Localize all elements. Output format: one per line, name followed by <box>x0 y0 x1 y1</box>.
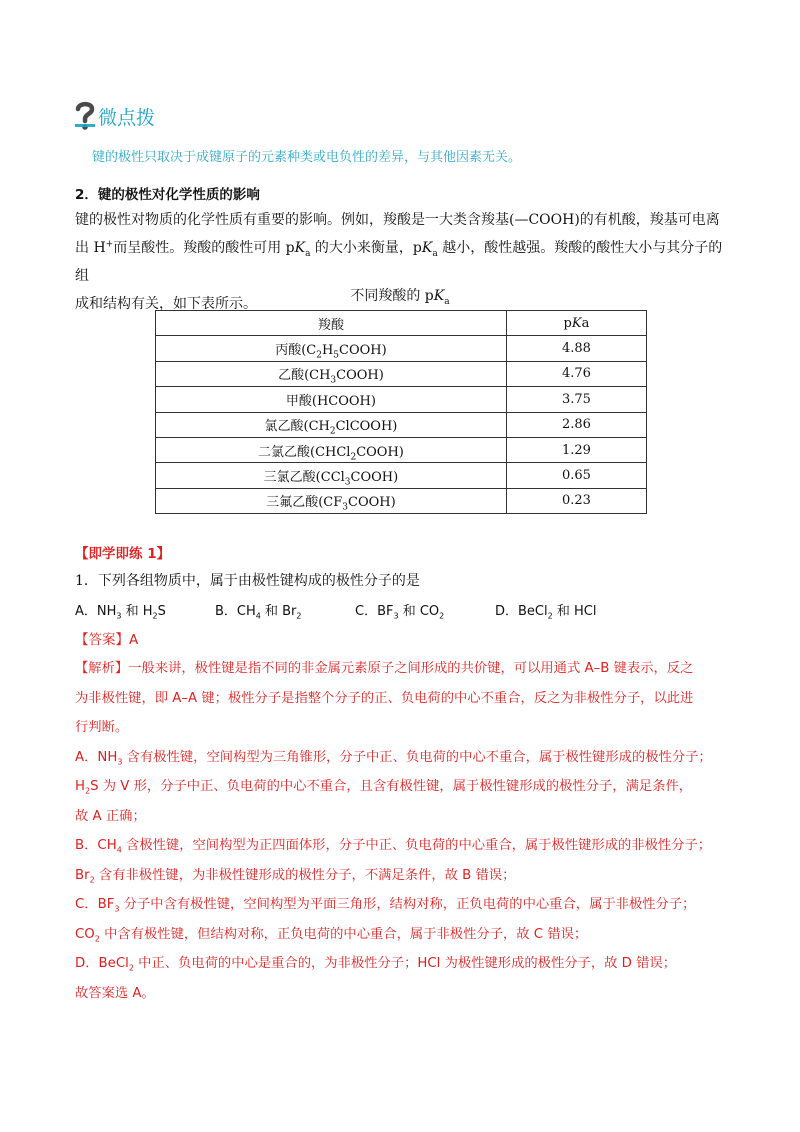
options-row <box>75 600 596 619</box>
tip-text: 键的极性只取决于成键原子的元素种类或电负性的差异，与其他因素无关。 <box>92 150 522 165</box>
explanation-line: 故 A 正确； <box>75 808 146 824</box>
option-c[interactable]: C．$BF_3$ 和 $CO_2$ <box>355 604 445 621</box>
table-row <box>156 488 647 513</box>
pka-value: 0.23 <box>506 488 646 513</box>
tip-header <box>74 98 155 130</box>
explanation-line: 【解析】一般来讲，极性键是指不同的非金属元素原子之间形成的共价键，可以用通式 A–B 键表示，反之 <box>75 661 694 676</box>
table-row <box>156 361 647 386</box>
explanation-line: $Br_2$ 含有非极性键，为非极性键形成的极性分子，不满足条件，故 B 错误； <box>75 867 516 885</box>
practice-title: 【即学即练 1】 <box>75 546 171 562</box>
table-row <box>156 387 647 412</box>
pka-value: 1.29 <box>506 437 646 462</box>
pka-table <box>155 310 647 514</box>
question-text: 1．下列各组物质中，属于由极性键构成的极性分子的是 <box>75 573 420 589</box>
acid-name: 三氯乙酸(CCl$_3$COOH) <box>156 463 507 488</box>
option-b[interactable]: B．$CH_4$ 和 $Br_2$ <box>215 604 302 621</box>
explanation-line: $H_2S$ 为 V 形，分子中正、负电荷的中心不重合，且含有极性键，属于极性键形成的极性分子，满足条件， <box>75 779 693 796</box>
pka-value: 4.88 <box>506 336 646 361</box>
table-caption: 不同羧酸的 $pK_a$ <box>350 288 450 307</box>
explanation-line: C．$BF_3$ 分子中含有极性键，空间构型为平面三角形，结构对称，正负电荷的中心重合，属于非极性分子； <box>75 897 696 914</box>
explanation-line: $CO_2$ 中含有极性键，但结构对称，正负电荷的中心重合，属于非极性分子，故 C 错误； <box>75 926 588 944</box>
explanation-line: A．$NH_3$ 含有极性键，空间构型为三角锥形，分子中正、负电荷的中心不重合，属于极性键形成的极性分子； <box>75 749 712 767</box>
option-d[interactable]: D．BeCl$_2$ 和 HCl <box>495 604 597 621</box>
table-row <box>156 336 647 361</box>
acid-name: 乙酸$(CH_3COOH)$ <box>156 361 507 386</box>
acid-name: 甲酸(HCOOH) <box>156 387 507 412</box>
explanation-line: 故答案选 A。 <box>75 985 155 1001</box>
table-header-row <box>156 311 647 336</box>
question-mark-icon <box>74 100 96 130</box>
option-a[interactable]: A．$NH_3$ 和 $H_2S$ <box>75 604 166 621</box>
explanation-line: B．$CH_4$ 含极性键，空间构型为正四面体形，分子中正、负电荷的中心重合，属于极性键形成的非极性分子； <box>75 838 712 855</box>
header-pka: pKa <box>506 311 646 336</box>
acid-name: 丙酸$(C_2H_5COOH)$ <box>156 336 507 361</box>
table-row <box>156 463 647 488</box>
section-title: 2．键的极性对化学性质的影响 <box>75 187 260 203</box>
tip-title: 微点拨 <box>98 107 156 129</box>
explanation-line: 为非极性键，即 A–A 键；极性分子是指整个分子的正、负电荷的中心不重合，反之为非极性分子，以此进 <box>75 690 694 706</box>
table-row <box>156 412 647 437</box>
pka-value: 2.86 <box>506 412 646 437</box>
explanation-line: 行判断。 <box>75 720 129 735</box>
para-line-1: 键的极性对物质的化学性质有重要的影响。例如，羧酸是一大类含羧基(—COOH)的有机酸，羧基可电离 <box>75 212 720 228</box>
para-line-2: 出 H+而呈酸性。羧酸的酸性可用 $pK_a$ 的大小来衡量，$pK_a$ 越小，酸性越强。羧酸的酸性大小与其分子的组 <box>75 239 723 284</box>
header-acid: 羧酸 <box>156 311 507 336</box>
explanation <box>75 654 735 1008</box>
pka-value: 4.76 <box>506 361 646 386</box>
pka-value: 0.65 <box>506 463 646 488</box>
para-line-3: 成和结构有关，如下表所示。 <box>75 296 257 312</box>
table-row <box>156 437 647 462</box>
acid-name: 氯乙酸$(CH_2ClCOOH)$ <box>156 412 507 437</box>
acid-name: 二氯乙酸(CHCl$_2$COOH) <box>156 437 507 462</box>
explanation-line: D．BeCl$_2$ 中正、负电荷的中心是重合的，为非极性分子；HCl 为极性键形成的极性分子，故 D 错误； <box>75 956 677 973</box>
answer: 【答案】A <box>75 632 139 648</box>
acid-name: 三氟乙酸$(CF_3COOH)$ <box>156 488 507 513</box>
pka-value: 3.75 <box>506 387 646 412</box>
